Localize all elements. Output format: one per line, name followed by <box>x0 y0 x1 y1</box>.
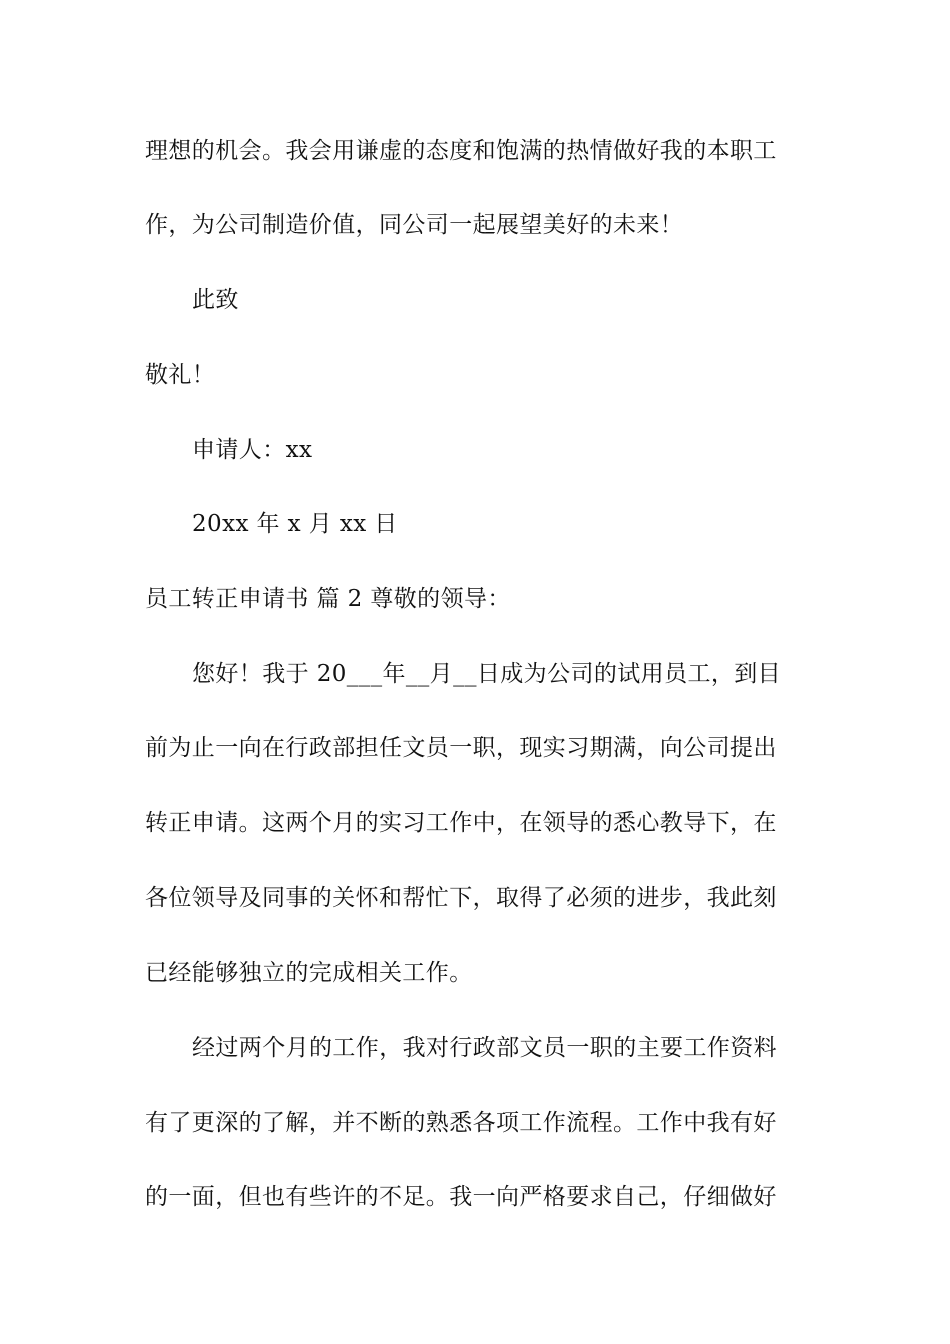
section-heading: 员工转正申请书 篇 2 尊敬的领导： <box>145 586 511 612</box>
paragraph-line: 各位领导及同事的关怀和帮忙下，取得了必须的进步，我此刻 <box>145 885 777 911</box>
signature-date: 20xx 年 x 月 xx 日 <box>192 511 398 537</box>
paragraph-line: 您好！我于 20___年__月__日成为公司的试用员工，到目 <box>192 661 782 687</box>
paragraph-line: 的一面，但也有些许的不足。我一向严格要求自己，仔细做好 <box>145 1184 777 1210</box>
paragraph-line: 作，为公司制造价值，同公司一起展望美好的未来！ <box>145 212 684 238</box>
closing-regards: 敬礼！ <box>145 362 216 388</box>
applicant-signature: 申请人：xx <box>192 437 313 463</box>
paragraph-line: 有了更深的了解，并不断的熟悉各项工作流程。工作中我有好 <box>145 1110 777 1136</box>
closing-salutation: 此致 <box>192 287 239 313</box>
paragraph-line: 前为止一向在行政部担任文员一职，现实习期满，向公司提出 <box>145 735 777 761</box>
paragraph-line: 已经能够独立的完成相关工作。 <box>145 960 473 986</box>
paragraph-line: 理想的机会。我会用谦虚的态度和饱满的热情做好我的本职工 <box>145 138 777 164</box>
paragraph-line: 经过两个月的工作，我对行政部文员一职的主要工作资料 <box>192 1035 777 1061</box>
paragraph-line: 转正申请。这两个月的实习工作中，在领导的悉心教导下，在 <box>145 810 777 836</box>
